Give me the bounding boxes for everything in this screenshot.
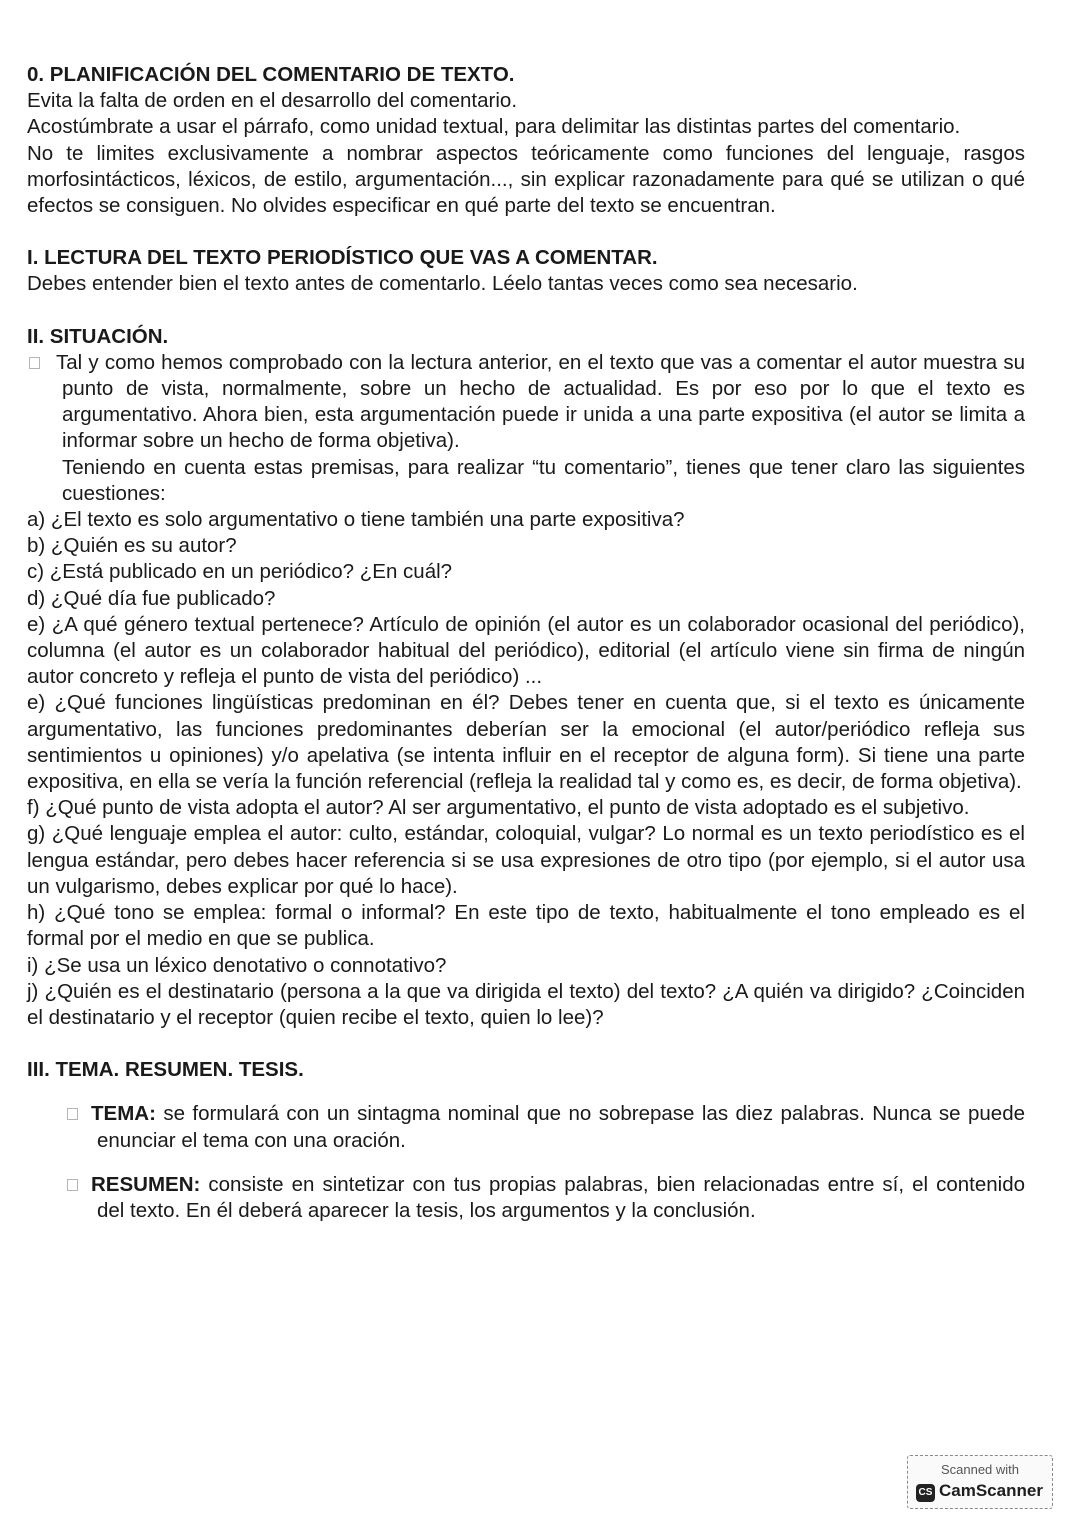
section-3-title: III. TEMA. RESUMEN. TESIS.	[27, 1058, 304, 1082]
camscanner-logo-icon: CS	[916, 1484, 935, 1502]
question-a: a) ¿El texto es solo argumentativo o tiene también una parte expositiva?	[27, 508, 685, 532]
question-d: d) ¿Qué día fue publicado?	[27, 586, 276, 610]
tema-text: se formulará con un sintagma nominal que no sobrepase las diez palabras. Nunca se puede enunciar el tema con una oración.	[97, 1102, 1025, 1152]
question-f: f) ¿Qué punto de vista adopta el autor? Al ser argumentativo, el punto de vista adoptado es el subjetivo.	[27, 796, 970, 820]
resumen-bullet	[27, 1172, 1025, 1224]
bullet-box-icon	[67, 1108, 78, 1120]
situacion-bullet	[27, 350, 1025, 507]
document-body	[27, 62, 1025, 1224]
question-b: b) ¿Quién es su autor?	[27, 534, 237, 558]
section-0-paragraph-1: Evita la falta de orden en el desarrollo del comentario.	[27, 89, 518, 113]
tema-label: TEMA:	[91, 1102, 156, 1126]
section-0-title: 0. PLANIFICACIÓN DEL COMENTARIO DE TEXTO.	[27, 63, 515, 86]
camscanner-watermark	[907, 1455, 1053, 1509]
section-2-title: II. SITUACIÓN.	[27, 324, 169, 348]
watermark-line-2: CamScanner	[939, 1481, 1043, 1500]
question-e-genre: e) ¿A qué género textual pertenece? Artículo de opinión (el autor es un colaborador ocasional del periódico), columna (el autor es un colaborador habitual del periódico), editorial (el artículo viene sin firma de ningún autor concreto y refleja el punto de vista del periódico) ...	[27, 612, 1025, 689]
section-0-paragraph-2: Acostúmbrate a usar el párrafo, como unidad textual, para delimitar las distintas partes del comentario.	[27, 115, 961, 139]
question-c: c) ¿Está publicado en un periódico? ¿En cuál?	[27, 560, 453, 584]
section-0-paragraph-3: No te limites exclusivamente a nombrar aspectos teóricamente como funciones del lenguaje, rasgos morfosintácticos, léxicos, de estilo, argumentación..., sin explicar razonadamente para qué se utilizan o qué efectos se consiguen. No olvides especificar en qué parte del texto se encuentran.	[27, 141, 1025, 218]
tema-bullet	[27, 1101, 1025, 1153]
section-1-title: I. LECTURA DEL TEXTO PERIODÍSTICO QUE VAS A COMENTAR.	[27, 246, 658, 270]
resumen-label: RESUMEN:	[91, 1172, 201, 1196]
question-g: g) ¿Qué lenguaje emplea el autor: culto, estándar, coloquial, vulgar? Lo normal es un texto periodístico es el lengua estándar, pero debes hacer referencia si se usa expresiones de otro tipo (por ejemplo, si el autor usa un vulgarismo, debes explicar por qué lo hace).	[27, 822, 1025, 898]
situacion-bullet-text: Tal y como hemos comprobado con la lectura anterior, en el texto que vas a comentar el autor muestra su punto de vista, normalmente, sobre un hecho de actualidad. Es por eso por lo que el texto es argumentativo. Ahora bien, esta argumentación puede ir unida a una parte expositiva (el autor se limita a informar sobre un hecho de forma objetiva).	[56, 350, 1025, 453]
resumen-text: consiste en sintetizar con tus propias palabras, bien relacionadas entre sí, el contenido del texto. En él deberá aparecer la tesis, los argumentos y la conclusión.	[97, 1172, 1025, 1222]
situacion-bullet-text-2: Teniendo en cuenta estas premisas, para realizar “tu comentario”, tienes que tener claro las siguientes cuestiones:	[62, 455, 1025, 505]
bullet-box-icon	[67, 1179, 78, 1191]
question-i: i) ¿Se usa un léxico denotativo o connotativo?	[27, 953, 447, 977]
bullet-box-icon	[29, 357, 40, 369]
question-j: j) ¿Quién es el destinatario (persona a la que va dirigida el texto) del texto? ¿A quién va dirigido? ¿Coinciden el destinatario y el receptor (quien recibe el texto, quien lo lee)?	[27, 979, 1025, 1029]
question-e-functions: e) ¿Qué funciones lingüísticas predominan en él? Debes tener en cuenta que, si el texto es únicamente argumentativo, las funciones predominantes deberían ser la emocional (el autor/periódico refleja sus sentimientos u opiniones) y/o apelativa (se intenta influir en el receptor de alguna form). Si tiene una parte expositiva, en ella se vería la función referencial (refleja la realidad tal y como es, es decir, de forma objetiva).	[27, 691, 1025, 794]
watermark-line-1: Scanned with	[940, 1462, 1020, 1477]
question-h: h) ¿Qué tono se emplea: formal o informal? En este tipo de texto, habitualmente el tono empleado es el formal por el medio en que se publica.	[27, 901, 1025, 951]
section-1-paragraph-1: Debes entender bien el texto antes de comentarlo. Léelo tantas veces como sea necesario.	[27, 272, 858, 296]
